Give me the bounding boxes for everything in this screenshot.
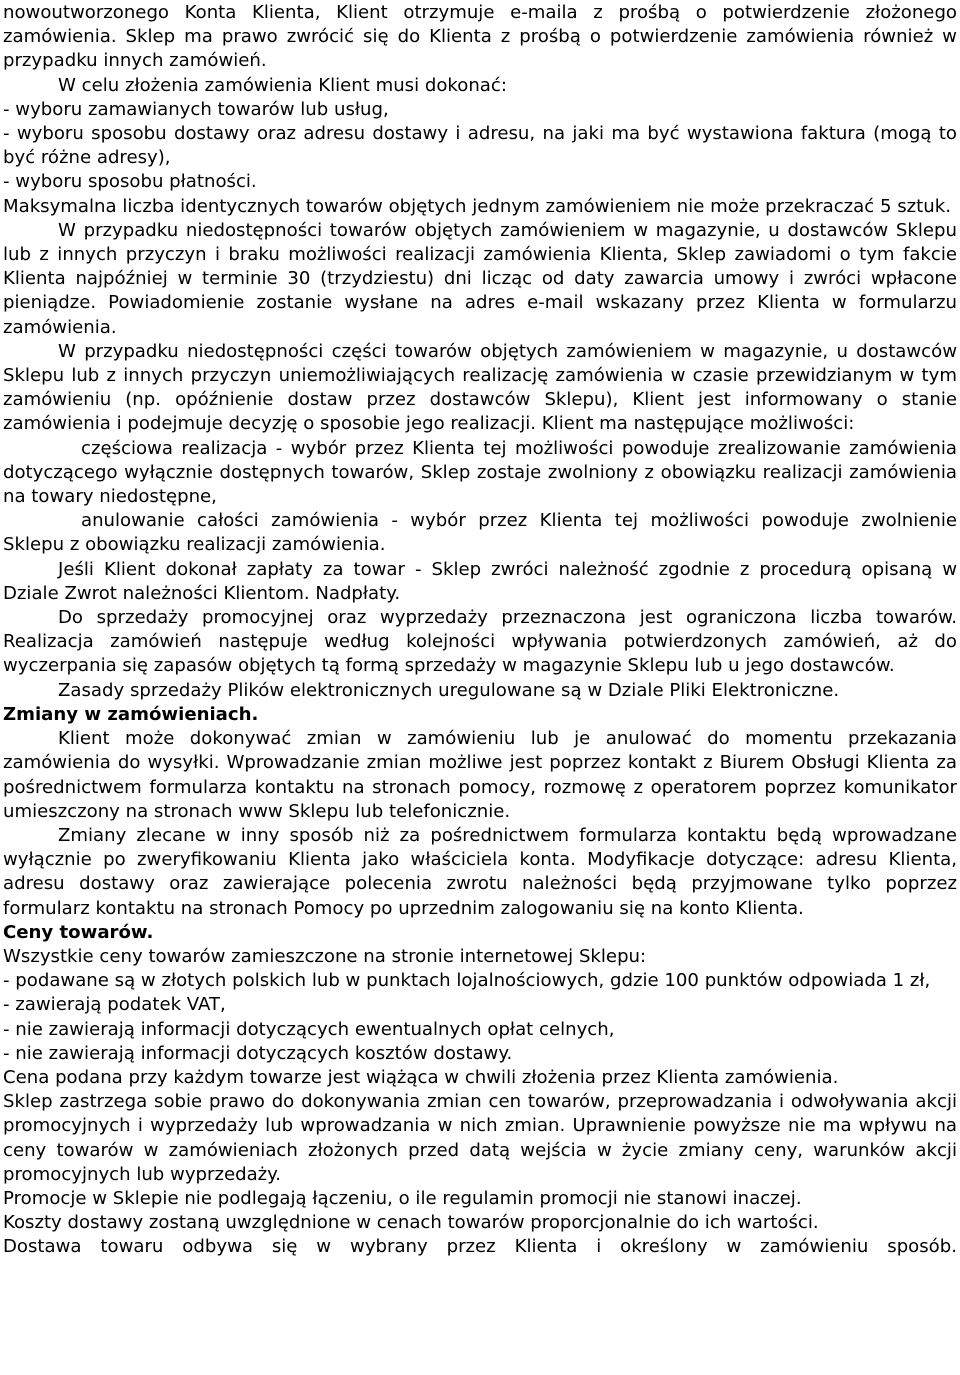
list-item: - wyboru sposobu dostawy oraz adresu dostawy i adresu, na jaki ma być wystawiona faktura (mogą to być różne adresy), (3, 123, 957, 169)
paragraph: Klient może dokonywać zmian w zamówieniu lub je anulować do momentu przekazania zamówienia do wysyłki. Wprowadzanie zmian możliwe jest poprzez kontakt z Biurem Obsługi Klienta za pośrednictwem formularza kontaktu na stronach pomocy, rozmowę z operatorem poprzez komunikator umieszczony na stronach www Sklepu lub telefonicznie. (3, 728, 957, 822)
paragraph: Zasady sprzedaży Plików elektronicznych uregulowane są w Dziale Pliki Elektroniczne. (58, 679, 840, 701)
paragraph: Dostawa towaru odbywa się w wybrany przez Klienta i określony w zamówieniu sposób. (3, 1236, 957, 1258)
paragraph: Jeśli Klient dokonał zapłaty za towar - Sklep zwróci należność zgodnie z procedurą opisaną w Dziale Zwrot należności Klientom. Nadpłaty. (3, 558, 957, 604)
list-item: - podawane są w złotych polskich lub w punktach lojalnościowych, gdzie 100 punktów odpowiada 1 zł, (3, 970, 931, 992)
paragraph: Sklep zastrzega sobie prawo do dokonywania zmian cen towarów, przeprowadzania i odwoływania akcji promocyjnych i wyprzedaży lub wprowadzania w nich zmian. Uprawnienie powyższe nie ma wpływu na ceny towarów w zamówieniach złożonych przed datą wejścia w życie zmiany ceny, warunków akcji promocyjnych lub wyprzedaży. (3, 1091, 957, 1185)
paragraph: Wszystkie ceny towarów zamieszczone na stronie internetowej Sklepu: (3, 945, 647, 967)
paragraph: częściowa realizacja - wybór przez Klienta tej możliwości powoduje zrealizowanie zamówienia dotyczącego wyłącznie dostępnych towarów, Sklep zostaje zwolniony z obowiązku realizacji zamówienia na towary niedostępne, (3, 437, 957, 508)
list-item: - wyboru zamawianych towarów lub usług, (3, 98, 389, 120)
paragraph: nowoutworzonego Konta Klienta, Klient otrzymuje e-maila z prośbą o potwierdzenie złożonego zamówienia. Sklep ma prawo zwrócić się do Klienta z prośbą o potwierdzenie zamówienia również w przypadku innych zamówień. (3, 2, 957, 72)
paragraph: Cena podana przy każdym towarze jest wiążąca w chwili złożenia przez Klienta zamówienia. (3, 1066, 839, 1088)
paragraph: Maksymalna liczba identycznych towarów objętych jednym zamówieniem nie może przekraczać 5 sztuk. (3, 195, 951, 217)
section-heading: Zmiany w zamówieniach. (3, 703, 259, 725)
paragraph: Koszty dostawy zostaną uwzględnione w cenach towarów proporcjonalnie do ich wartości. (3, 1212, 819, 1234)
paragraph: anulowanie całości zamówienia - wybór przez Klienta tej możliwości powoduje zwolnienie Sklepu z obowiązku realizacji zamówienia. (3, 510, 957, 556)
paragraph: W przypadku niedostępności części towarów objętych zamówieniem w magazynie, u dostawców Sklepu lub z innych przyczyn uniemożliwiających realizację zamówienia w czasie przewidzianym w tym zamówieniu (np. opóźnienie dostaw przez dostawców Sklepu), Klient jest informowany o stanie zamówienia i podejmuje decyzję o sposobie jego realizacji. Klient ma następujące możliwości: (3, 340, 957, 435)
paragraph: W przypadku niedostępności towarów objętych zamówieniem w magazynie, u dostawców Sklepu lub z innych przyczyn i braku możliwości realizacji zamówienia Klienta, Sklep zawiadomi o tym fakcie Klienta najpóźniej w terminie 30 (trzydziestu) dni licząc od daty zawarcia umowy i zwróci wpłacone pieniądze. Powiadomienie zostanie wysłane na adres e-mail wskazany przez Klienta w formularzu zamówienia. (3, 219, 957, 338)
paragraph: W celu złożenia zamówienia Klient musi dokonać: (58, 74, 507, 96)
list-item: - nie zawierają informacji dotyczących ewentualnych opłat celnych, (3, 1018, 615, 1040)
list-item: - nie zawierają informacji dotyczących kosztów dostawy. (3, 1042, 513, 1064)
section-heading: Ceny towarów. (3, 921, 154, 943)
paragraph: Zmiany zlecane w inny sposób niż za pośrednictwem formularza kontaktu będą wprowadzane wyłącznie po zweryfikowaniu Klienta jako właściciela konta. Modyfikacje dotyczące: adresu Klienta, adresu dostawy oraz zawierające polecenia zwrotu należności będą przyjmowane tylko poprzez formularz kontaktu na stronach Pomocy po uprzednim zalogowaniu się na konto Klienta. (3, 824, 957, 919)
paragraph: Promocje w Sklepie nie podlegają łączeniu, o ile regulamin promocji nie stanowi inaczej. (3, 1187, 802, 1209)
list-item: - zawierają podatek VAT, (3, 994, 226, 1016)
list-item: - wyboru sposobu płatności. (3, 171, 257, 193)
paragraph: Do sprzedaży promocyjnej oraz wyprzedaży przeznaczona jest ograniczona liczba towarów. Realizacja zamówień następuje według kolejności wpływania potwierdzonych zamówień, aż do wyczerpania się zapasów objętych tą formą sprzedaży w magazynie Sklepu lub u jego dostawców. (3, 607, 957, 677)
